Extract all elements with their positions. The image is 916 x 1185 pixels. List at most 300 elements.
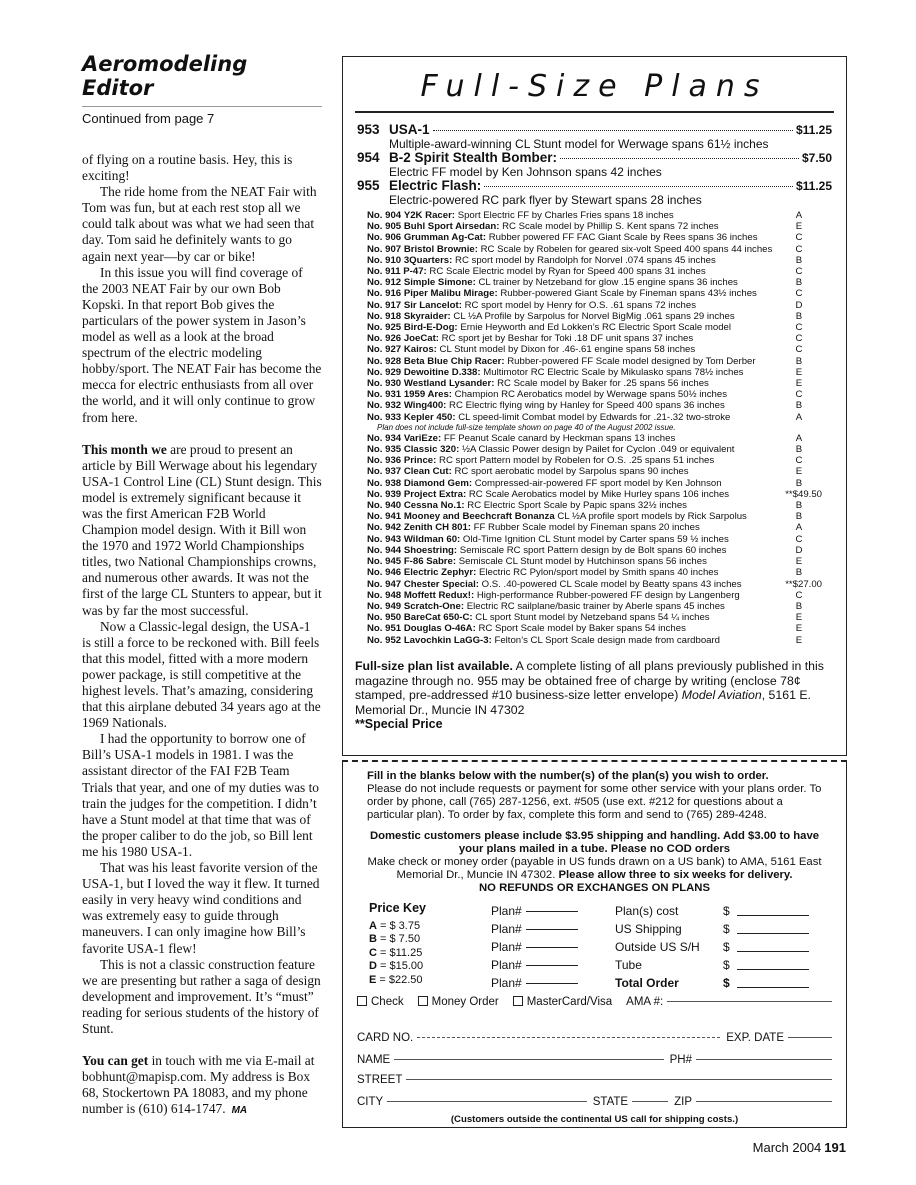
plan-list-number: No. 905 — [367, 221, 402, 233]
plan-list-description: RC Scale model by Phillip S. Kent spans 72 inches — [502, 221, 719, 233]
plan-number-row — [491, 902, 578, 920]
cost-input[interactable] — [737, 934, 809, 952]
street-field[interactable] — [406, 1079, 832, 1080]
plan-list-description: Old-Time Ignition CL Stunt model by Carter spans 59 ½ inches — [462, 533, 729, 545]
plan-list-description: Semiscale CL Stunt model by Hutchinson spans 56 inches — [458, 556, 707, 568]
card-no-label: CARD NO. — [357, 1032, 414, 1044]
lead-in: You can get — [82, 1053, 149, 1069]
plan-list-description: Rubber-powered Giant Scale by Fineman spans 43½ inches — [500, 288, 757, 300]
plan-price-code: C — [795, 322, 803, 334]
order-intro-bold: Fill in the blanks below with the number(s) of the plan(s) you wish to order. — [367, 770, 769, 782]
plan-list-name: Wing400: — [403, 400, 447, 412]
editor-title: Aeromodeling Editor — [82, 52, 248, 100]
plan-price-code: E — [795, 366, 803, 378]
plan-list-number: No. 949 — [367, 600, 402, 612]
plan-price-code: B — [795, 511, 803, 523]
plan-list-description: RC Scale Electric model by Ryan for Speed 400 spans 31 inches — [429, 266, 706, 278]
article-body — [82, 152, 322, 1119]
plan-description: Multiple-award-winning CL Stunt model for Werwage spans 61½ inches — [389, 137, 769, 151]
plan-price-code: **$27.00 — [785, 578, 822, 590]
plan-entry — [367, 500, 776, 511]
paragraph: of flying on a routine basis. Hey, this is exciting! — [82, 152, 293, 184]
price-key-row — [369, 960, 426, 974]
shipping-footnote: (Customers outside the continental US call for shipping costs.) — [450, 1114, 739, 1125]
check-label: Check — [371, 996, 404, 1008]
plan-list-row — [367, 579, 822, 590]
plan-entry — [367, 455, 776, 466]
cost-input[interactable] — [737, 916, 809, 934]
paragraph — [82, 442, 322, 619]
price-key-letter: A — [369, 919, 377, 932]
plan-list-name: Simple Simone: — [403, 277, 476, 289]
zip-field[interactable] — [696, 1101, 832, 1102]
continued-note: Continued from page 7 — [82, 111, 215, 126]
plan-entry — [367, 412, 776, 423]
plan-list-row — [367, 400, 822, 411]
plan-price: $11.25 — [795, 179, 832, 193]
plan-list-number: No. 930 — [367, 378, 402, 390]
plan-list-name: Sir Lancelot: — [403, 299, 462, 311]
plan-entry — [367, 579, 776, 590]
plan-price: $7.50 — [801, 151, 832, 165]
featured-plan — [357, 151, 832, 179]
plan-price-code: C — [795, 344, 803, 356]
plan-entry — [367, 466, 776, 477]
plan-entry — [367, 400, 776, 411]
plan-list-description: Compressed-air-powered FF sport model by Ken Johnson — [474, 477, 722, 489]
cost-row — [615, 974, 809, 992]
plan-list-description: CL trainer by Netzeband for glow .15 engine spans 36 inches — [478, 277, 738, 289]
plan-list-row — [367, 311, 822, 322]
plan-list-row — [367, 455, 822, 466]
plan-list-description: RC Scale by Robelen for geared six-volt Speed 400 spans 44 inches — [480, 243, 773, 255]
plan-list-row — [367, 534, 822, 545]
plan-price-code: C — [795, 232, 803, 244]
plan-list-number: No. 947 — [367, 578, 402, 590]
price-key-letter: B — [369, 933, 377, 945]
plan-list-number: No. 951 — [367, 623, 402, 635]
money-order-option[interactable] — [418, 996, 499, 1008]
plan-list-row — [367, 266, 822, 277]
payment-row — [357, 996, 832, 1008]
plan-list-row — [367, 601, 822, 612]
plan-list-row — [367, 478, 822, 489]
dollar-sign: $ — [723, 976, 730, 990]
plan-entry — [367, 311, 776, 322]
plan-name-line — [389, 123, 832, 137]
plan-price: $11.25 — [795, 123, 832, 137]
plan-list-number: No. 941 — [367, 511, 402, 523]
plan-list — [367, 210, 822, 646]
price-key-letter: D — [369, 960, 377, 972]
plan-list-description: CL Stunt model by Dixon for .46-.61 engine spans 58 inches — [439, 344, 696, 356]
state-label: STATE — [592, 1096, 629, 1108]
plan-list-number: No. 917 — [367, 299, 402, 311]
plan-number-input[interactable] — [526, 983, 578, 984]
plan-list-name: Piper Malibu Mirage: — [403, 288, 498, 300]
plan-price-code: A — [795, 522, 803, 534]
plan-list-row — [367, 545, 822, 556]
plan-entry — [367, 300, 776, 311]
cost-label: Plan(s) cost — [615, 904, 679, 918]
plan-list-number: No. 932 — [367, 400, 402, 412]
plan-price-code: D — [795, 299, 803, 311]
plan-list-description: O.S. .40-powered CL Scale model by Beatty spans 43 inches — [481, 578, 742, 590]
plan-list-number: No. 925 — [367, 322, 402, 334]
domestic-bold-2: Please allow three to six weeks for delivery. — [558, 869, 793, 881]
plan-entry — [367, 556, 776, 567]
plan-price-code: B — [795, 254, 803, 266]
plan-list-description: RC Electric Sport Scale by Papic spans 32½ inches — [467, 500, 687, 512]
plan-list-number: No. 916 — [367, 288, 402, 300]
plan-list-name: Grumman Ag-Cat: — [403, 232, 487, 244]
plan-list-row — [367, 322, 822, 333]
plan-price-code: C — [795, 266, 803, 278]
plan-entry — [367, 277, 776, 288]
paragraph — [82, 1053, 322, 1119]
plan-list-description: CL speed-limit Combat model by Edwards for .21-.32 two-stroke — [458, 411, 731, 423]
check-option[interactable] — [357, 996, 404, 1008]
phone-field[interactable] — [696, 1059, 832, 1060]
plan-list-description: ½A Classic Power design by Pailet for Cyclon .049 or equivalent — [461, 444, 735, 456]
plan-list-name: Mooney and Beechcraft Bonanza — [403, 511, 555, 523]
template-note: Plan does not include full-size template shown on page 40 of the August 2002 issue. — [377, 422, 676, 432]
plan-number-row — [491, 920, 578, 938]
plan-entry — [367, 255, 776, 266]
plan-list-number: No. 936 — [367, 455, 402, 467]
plan-list-number: No. 946 — [367, 567, 402, 579]
listing-text: A complete listing of all plans previously published in this magazine through no. 955 may be obtained free of charge by writing (enclose 78¢ stamped, pre-addressed #10 business-size letter envelope) — [355, 659, 824, 702]
plan-price-code: E — [795, 221, 803, 233]
cost-input[interactable] — [737, 970, 809, 988]
price-key-value: = $15.00 — [380, 960, 424, 972]
plan-price-code: B — [795, 444, 803, 456]
ama-label: AMA #: — [626, 996, 664, 1008]
plan-list-name: Classic 320: — [403, 444, 460, 456]
plan-name-line — [389, 179, 832, 193]
plan-list-name: 3Quarters: — [403, 254, 453, 266]
plan-price-code: B — [795, 600, 803, 612]
plan-number-input[interactable] — [526, 911, 578, 912]
featured-plan — [357, 179, 832, 207]
plan-list-number: No. 948 — [367, 589, 402, 601]
plan-entry — [367, 333, 776, 344]
plan-number: 955 — [357, 178, 380, 193]
state-field[interactable] — [632, 1101, 668, 1102]
plan-list-description: CL ½A profile sport models by Rick Sarpolus — [557, 511, 747, 523]
plan-name: B-2 Spirit Stealth Bomber: — [389, 150, 558, 165]
plan-list-name: Cessna No.1: — [403, 500, 465, 512]
plan-list-row — [367, 612, 822, 623]
plan-price-code: B — [795, 355, 803, 367]
plan-list-row — [367, 244, 822, 255]
ma-signoff: MA — [231, 1105, 248, 1117]
plan-price-code: E — [795, 378, 803, 390]
plan-price-code: A — [795, 411, 803, 423]
plan-list-name: VariEze: — [403, 432, 442, 444]
plan-list-name: Prince: — [403, 455, 437, 467]
plan-number-fields — [491, 902, 578, 992]
plan-list-description: RC Electric flying wing by Hanley for Speed 400 spans 36 inches — [449, 400, 725, 412]
plan-price-code: E — [795, 556, 803, 568]
plan-number: 953 — [357, 122, 380, 137]
plan-list-description: CL ½A Profile by Sarpolus for Norvel BigMig .061 spans 29 inches — [453, 310, 735, 322]
plan-entry — [367, 567, 776, 578]
plan-entry — [367, 545, 776, 556]
dot-leader — [433, 130, 793, 131]
dollar-sign: $ — [723, 940, 730, 954]
plan-entry — [367, 389, 776, 400]
plan-entry — [367, 288, 776, 299]
plan-entry — [367, 367, 776, 378]
order-intro — [367, 770, 832, 822]
plan-list-row — [367, 356, 822, 367]
plan-list-number: No. 939 — [367, 488, 402, 500]
plan-entry — [367, 244, 776, 255]
plan-list-name: F-86 Sabre: — [403, 556, 457, 568]
plan-list-name: BareCat 650-C: — [403, 612, 473, 624]
plan-list-name: Bird-E-Dog: — [403, 322, 458, 334]
plan-list-description: RC sport aerobatic model by Sarpolus spans 90 inches — [454, 466, 689, 478]
mastercard-option[interactable] — [513, 996, 612, 1008]
page-number: 191 — [824, 1140, 846, 1155]
plan-list-row — [367, 635, 822, 646]
plan-list-description: RC sport model by Henry for O.S. .61 spans 72 inches — [464, 299, 697, 311]
mastercard-label: MasterCard/Visa — [526, 996, 613, 1008]
plan-list-number: No. 952 — [367, 634, 402, 646]
city-label: CITY — [357, 1096, 384, 1108]
plan-price-code: E — [795, 466, 803, 478]
cost-input[interactable] — [737, 898, 809, 916]
plan-number-row — [491, 956, 578, 974]
plan-number-input[interactable] — [526, 929, 578, 930]
street-row — [357, 1074, 832, 1086]
name-row — [357, 1054, 832, 1066]
plan-list-row — [367, 221, 822, 232]
plan-list-number: No. 910 — [367, 254, 402, 266]
plan-list-description: Sport Electric FF by Charles Fries spans 18 inches — [457, 210, 674, 221]
price-key-row — [369, 947, 426, 961]
plan-list-description: RC sport model by Randolph for Norvel .074 spans 45 inches — [455, 254, 716, 266]
plans-title: Full-Size Plans — [420, 69, 769, 104]
price-key-title: Price Key — [369, 901, 426, 915]
plan-list-description: Electric RC Pylon/sport model by Smith spans 40 inches — [479, 567, 719, 579]
plan-number-label: Plan# — [491, 904, 522, 918]
listing-lead: Full-size plan list available. — [355, 659, 513, 673]
paragraph-text: are proud to present an article by Bill Werwage about his legendary USA-1 Control Line (CL) Stunt design. This model is extremely significant because it was the first American F2B World Champion model design. With it Bill won the 1970 and 1972 World Championships titles, two National Championships crowns, and numerous other awards. It was not the first of the large CL Stunters to appear, but it was by far the most successful. — [82, 441, 322, 618]
plan-list-description: Ernie Heyworth and Ed Lokken’s RC Electric Sport Scale model — [460, 322, 732, 334]
plan-list-name: Electric Zephyr: — [403, 567, 477, 579]
exp-date-field[interactable] — [788, 1037, 832, 1038]
plan-list-name: Bristol Brownie: — [403, 243, 478, 255]
plan-entry — [367, 232, 776, 243]
plan-list-row — [367, 511, 822, 522]
cost-label: Tube — [615, 958, 642, 972]
plan-price-code: C — [795, 333, 803, 345]
plan-entry — [367, 489, 776, 500]
name-field[interactable] — [394, 1059, 663, 1060]
plan-list-description: Semiscale RC sport Pattern design by de Bolt spans 60 inches — [459, 544, 727, 556]
plan-list-row — [367, 412, 822, 423]
price-key — [369, 902, 426, 987]
plan-list-number: No. 904 — [367, 210, 402, 221]
price-key-value: = $11.25 — [380, 946, 423, 959]
plan-name: Electric Flash: — [389, 178, 482, 193]
exp-date-label: EXP. DATE — [726, 1032, 784, 1044]
plan-price-code: C — [795, 589, 803, 601]
plan-entry — [367, 266, 776, 277]
plan-list-description: High-performance Rubber-powered FF design by Langenberg — [476, 589, 740, 601]
plan-list-name: Diamond Gem: — [403, 477, 473, 489]
plan-price-code: C — [795, 243, 803, 255]
plan-description: Electric-powered RC park flyer by Stewart spans 28 inches — [389, 193, 702, 207]
plan-entry — [367, 210, 776, 221]
plan-list-number: No. 944 — [367, 544, 402, 556]
order-form — [342, 760, 847, 1128]
plan-entry — [367, 322, 776, 333]
plan-list-description: Felton’s CL Sport Scale design made from cardboard — [494, 634, 721, 646]
plan-price-code: E — [795, 623, 803, 635]
plan-number: 954 — [357, 150, 380, 165]
issue-date: March 2004 — [752, 1140, 822, 1155]
plan-list-row — [367, 590, 822, 601]
plan-list-name: P-47: — [403, 266, 427, 278]
dot-leader — [560, 158, 799, 159]
paragraph-text: in touch with me via E-mail at bobhunt@mapisp.com. My address is Box 68, Stockertown PA 18083, and my phone number is (610) 614-1747. — [82, 1053, 315, 1117]
cost-input[interactable] — [737, 952, 809, 970]
plan-list-description: RC Scale model by Baker for .25 spans 56 inches — [497, 378, 709, 390]
plan-list-name: Y2K Racer: — [403, 210, 456, 221]
phone-label: PH# — [669, 1054, 692, 1066]
order-intro-text: Please do not include requests or payment for some other service with your plans order. To order by phone, call (765) 287-1256, ext. #505 (use ext. #212 for questions about a particular plan). To order by fax, complete this form and send to (765) 289-4248. — [367, 783, 822, 821]
plan-entry — [367, 344, 776, 355]
plan-number-row — [491, 938, 578, 956]
checkbox-icon[interactable] — [357, 996, 367, 1006]
plan-list-number: No. 938 — [367, 477, 402, 489]
plan-list-description: Multimotor RC Electric Scale by Mikulasko spans 78½ inches — [483, 366, 744, 378]
plan-price-code: D — [795, 544, 803, 556]
plan-entry — [367, 522, 776, 533]
editor-column — [82, 52, 322, 1119]
name-label: NAME — [357, 1054, 391, 1066]
plan-list-row — [367, 567, 822, 578]
price-key-row — [369, 974, 426, 988]
plan-list-description: RC sport jet by Beshar for Toki .18 DF unit spans 37 inches — [441, 333, 694, 345]
plan-number-input[interactable] — [526, 965, 578, 966]
ama-field[interactable] — [667, 1001, 832, 1002]
plan-list-row — [367, 300, 822, 311]
plan-list-row — [367, 623, 822, 634]
plan-list-name: Douglas O-46A: — [403, 623, 476, 635]
plan-list-number: No. 935 — [367, 444, 402, 456]
city-field[interactable] — [387, 1101, 587, 1102]
plan-price-code: B — [795, 400, 803, 412]
plan-list-number: No. 934 — [367, 432, 402, 444]
plan-price-code: A — [795, 210, 803, 221]
plan-list-name: Kepler 450: — [403, 411, 456, 423]
plan-list-row — [367, 367, 822, 378]
plan-number-label: Plan# — [491, 976, 522, 990]
special-price-note: **Special Price — [355, 717, 443, 731]
plan-list-name: Moffett Redux!: — [403, 589, 475, 601]
plan-entry — [367, 478, 776, 489]
plan-entry — [367, 635, 776, 646]
plan-number-input[interactable] — [526, 947, 578, 948]
plan-price-code: C — [795, 288, 803, 300]
plan-list-number: No. 912 — [367, 277, 402, 289]
domestic-text: Make check or money order (payable in US funds drawn on a US bank) to AMA, 5161 East Memorial Dr., Muncie IN 47302. — [367, 856, 822, 881]
plan-price-code: A — [795, 432, 803, 444]
plan-entry — [367, 612, 776, 623]
plan-list-row — [367, 489, 822, 500]
featured-plans — [357, 123, 832, 207]
plan-list-row — [367, 344, 822, 355]
plan-name-line — [389, 151, 832, 165]
checkbox-icon[interactable] — [418, 996, 428, 1006]
money-order-label: Money Order — [431, 996, 499, 1008]
price-key-letter: E — [369, 973, 377, 986]
plan-list-name: Shoestring: — [403, 544, 458, 556]
plan-list-number: No. 906 — [367, 232, 402, 244]
plan-list-description: Electric RC sailplane/basic trainer by Aberle spans 45 inches — [466, 600, 725, 612]
plan-list-description: RC Sport Scale model by Baker spans 54 inches — [478, 623, 686, 635]
price-key-value: = $ 7.50 — [380, 933, 421, 945]
city-row — [357, 1096, 832, 1108]
title-rule — [355, 111, 834, 113]
plan-price-code: **$49.50 — [785, 488, 822, 500]
plan-list-number: No. 927 — [367, 344, 402, 356]
plan-description: Electric FF model by Ken Johnson spans 42 inches — [389, 165, 662, 179]
plan-list-row — [367, 466, 822, 477]
plan-list-name: Skyraider: — [403, 310, 451, 322]
plan-number-label: Plan# — [491, 940, 522, 954]
plan-list-number: No. 931 — [367, 389, 402, 401]
plans-box — [342, 56, 847, 756]
plan-price-code: B — [795, 277, 803, 289]
plan-list-name: Buhl Sport Airsedan: — [403, 221, 500, 233]
plan-list-description: FF Rubber Scale model by Fineman spans 20 inches — [473, 522, 700, 534]
cost-label: Total Order — [615, 976, 679, 990]
domestic-bold: Domestic customers please include $3.95 shipping and handling. Add $3.00 to have your plans mailed in a tube. Please no COD orders — [369, 830, 820, 855]
page-footer — [753, 1140, 846, 1155]
plan-list-description: Rubber-powered FF Scale model designed by Tom Derber — [507, 355, 756, 367]
plan-number-label: Plan# — [491, 958, 522, 972]
dollar-sign: $ — [723, 958, 730, 972]
plan-list-name: Kairos: — [403, 344, 437, 356]
plan-entry — [367, 534, 776, 545]
plan-list-name: Westland Lysander: — [403, 378, 495, 390]
plan-list-name: Chester Special: — [403, 578, 479, 590]
dollar-sign: $ — [723, 922, 730, 936]
listing-address: , 5161 E. Memorial Dr., Muncie IN 47302 — [355, 688, 811, 717]
paragraph: That was his least favorite version of the USA-1, but I loved the way it flew. It turned easily in very heavy wind conditions and was extremely easy to guide through maneuvers. I can only imagine how Bill’s favorite USA-1 flew! — [82, 860, 320, 956]
cost-label: Outside US S/H — [615, 940, 700, 954]
card-no-field[interactable] — [417, 1037, 720, 1038]
checkbox-icon[interactable] — [513, 996, 523, 1006]
paragraph: This is not a classic construction feature we are presenting but rather a saga of design development and improvement. It’s “must” reading for serious students of the history of Stunt. — [82, 956, 321, 1036]
lead-in: This month we — [82, 441, 167, 457]
plan-list-number: No. 929 — [367, 366, 402, 378]
plan-list-name: 1959 Ares: — [403, 389, 452, 401]
plan-list-number: No. 907 — [367, 243, 402, 255]
plan-entry — [367, 378, 776, 389]
plan-list-name: Dewoitine D.338: — [403, 366, 481, 378]
plan-entry — [367, 601, 776, 612]
street-label: STREET — [357, 1074, 403, 1086]
plan-list-row — [367, 444, 822, 455]
plan-list-row — [367, 255, 822, 266]
plan-list-row — [367, 288, 822, 299]
